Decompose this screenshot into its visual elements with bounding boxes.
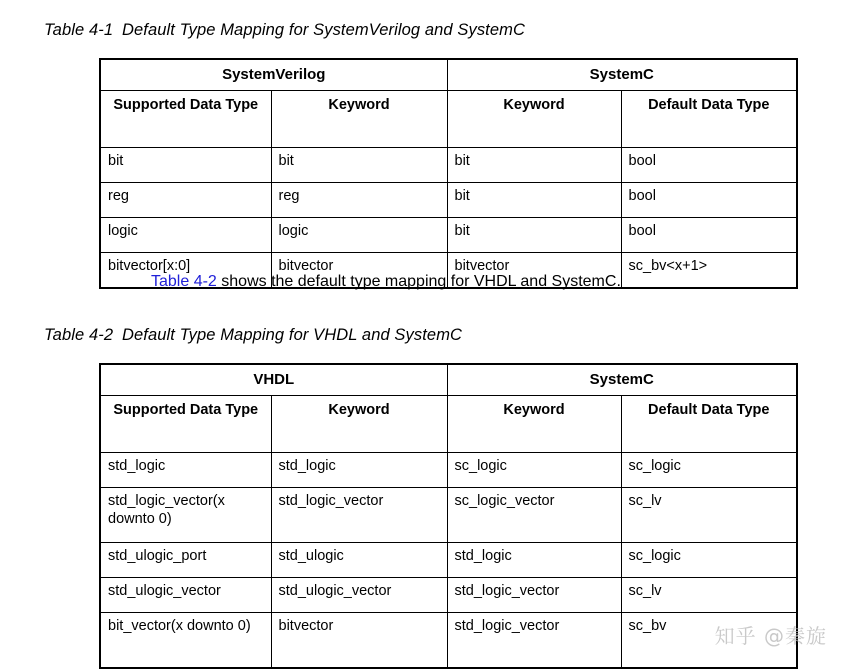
table-cell: bitvector[x:0] bbox=[100, 253, 271, 289]
table-cell: std_logic bbox=[271, 453, 447, 488]
table-row bbox=[100, 148, 797, 183]
table-row-column-header bbox=[100, 396, 797, 453]
table-cell: std_logic_vector bbox=[447, 578, 621, 613]
table-cell: bitvector bbox=[271, 613, 447, 669]
group-header-systemverilog: SystemVerilog bbox=[100, 59, 447, 91]
group-header-vhdl: VHDL bbox=[100, 364, 447, 396]
table-cell: std_ulogic_vector bbox=[271, 578, 447, 613]
table-cell: sc_lv bbox=[621, 488, 797, 543]
table-cell: bitvector bbox=[447, 253, 621, 289]
table-cell: bool bbox=[621, 218, 797, 253]
table-cell: std_logic_vector(x downto 0) bbox=[100, 488, 271, 543]
table-row bbox=[100, 183, 797, 218]
table-cell: bool bbox=[621, 183, 797, 218]
table-cell: logic bbox=[100, 218, 271, 253]
table-cell: bitvector bbox=[271, 253, 447, 289]
table-cell: bit bbox=[447, 183, 621, 218]
table-cell: std_logic_vector bbox=[271, 488, 447, 543]
table-type-mapping-vhdl bbox=[99, 363, 798, 669]
column-header-supported-data-type: Supported Data Type bbox=[100, 91, 271, 148]
table-cell: std_logic bbox=[100, 453, 271, 488]
column-header-keyword-left: Keyword bbox=[271, 91, 447, 148]
paragraph-rest-text: shows the default type mapping for VHDL and SystemC. bbox=[216, 273, 621, 290]
table-cell: sc_bv bbox=[621, 613, 797, 669]
table-row bbox=[100, 578, 797, 613]
table-2-caption bbox=[44, 326, 462, 345]
table-row-group-header bbox=[100, 364, 797, 396]
table-cell: std_ulogic_port bbox=[100, 543, 271, 578]
table-1-caption-number: Table 4-1 bbox=[44, 21, 114, 39]
column-header-supported-data-type: Supported Data Type bbox=[100, 396, 271, 453]
watermark: 知乎 @秦旋 bbox=[714, 624, 827, 648]
table-cell: logic bbox=[271, 218, 447, 253]
table-2-caption-text: Default Type Mapping for VHDL and SystemC bbox=[122, 326, 463, 344]
table-1-caption bbox=[44, 21, 525, 40]
column-header-default-data-type: Default Data Type bbox=[621, 91, 797, 148]
table-cell: bit bbox=[100, 148, 271, 183]
table-2-caption-number: Table 4-2 bbox=[44, 326, 114, 344]
table-cell: std_logic_vector bbox=[447, 613, 621, 669]
table-cell: sc_logic bbox=[621, 543, 797, 578]
table-cell: bit_vector(x downto 0) bbox=[100, 613, 271, 669]
column-header-keyword-right: Keyword bbox=[447, 396, 621, 453]
table-cell: std_logic bbox=[447, 543, 621, 578]
table-cell: bit bbox=[447, 148, 621, 183]
table-cell: bit bbox=[447, 218, 621, 253]
table-row bbox=[100, 543, 797, 578]
column-header-keyword-left: Keyword bbox=[271, 396, 447, 453]
column-header-keyword-right: Keyword bbox=[447, 91, 621, 148]
table-row-column-header bbox=[100, 91, 797, 148]
table-row bbox=[100, 218, 797, 253]
table-cell: std_ulogic bbox=[271, 543, 447, 578]
table-cell: bit bbox=[271, 148, 447, 183]
table-cell: bool bbox=[621, 148, 797, 183]
table-1-caption-text: Default Type Mapping for SystemVerilog and SystemC bbox=[122, 21, 526, 39]
table-row-group-header bbox=[100, 59, 797, 91]
table-cell: sc_lv bbox=[621, 578, 797, 613]
table-cell: std_ulogic_vector bbox=[100, 578, 271, 613]
paragraph-cross-reference bbox=[151, 272, 621, 293]
table-cell: reg bbox=[271, 183, 447, 218]
link-table-4-2[interactable]: Table 4-2 bbox=[151, 273, 217, 290]
table-row bbox=[100, 488, 797, 543]
table-cell: sc_logic bbox=[621, 453, 797, 488]
column-header-default-data-type: Default Data Type bbox=[621, 396, 797, 453]
table-cell: sc_logic_vector bbox=[447, 488, 621, 543]
group-header-systemc: SystemC bbox=[447, 364, 797, 396]
group-header-systemc: SystemC bbox=[447, 59, 797, 91]
table-cell: reg bbox=[100, 183, 271, 218]
table-cell: sc_bv<x+1> bbox=[621, 253, 797, 289]
table-row bbox=[100, 453, 797, 488]
table-type-mapping-systemverilog bbox=[99, 58, 798, 289]
table-row bbox=[100, 613, 797, 669]
table-cell: sc_logic bbox=[447, 453, 621, 488]
